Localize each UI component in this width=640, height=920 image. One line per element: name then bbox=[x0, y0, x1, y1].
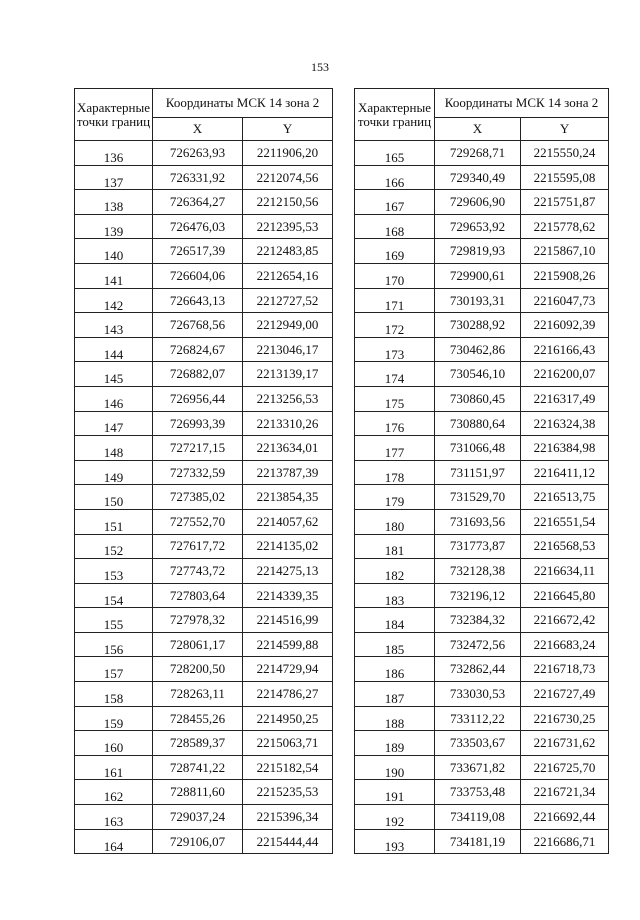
x-coordinate-cell: 730880,64 bbox=[435, 411, 521, 436]
point-number-cell: 137 bbox=[75, 165, 153, 190]
x-coordinate-cell: 726882,07 bbox=[153, 362, 243, 387]
table-row bbox=[75, 559, 333, 584]
point-number-cell: 193 bbox=[355, 829, 435, 854]
point-number-cell: 150 bbox=[75, 485, 153, 510]
y-coordinate-cell: 2212483,85 bbox=[243, 239, 333, 264]
point-number-cell: 178 bbox=[355, 460, 435, 485]
table-row bbox=[75, 165, 333, 190]
point-number-cell: 184 bbox=[355, 608, 435, 633]
point-number-cell: 177 bbox=[355, 436, 435, 461]
x-coordinate-cell: 730193,31 bbox=[435, 288, 521, 313]
page-number: 153 bbox=[311, 60, 329, 74]
x-coordinate-cell: 729900,61 bbox=[435, 263, 521, 288]
point-number-cell: 166 bbox=[355, 165, 435, 190]
table-row bbox=[355, 534, 609, 559]
table-row bbox=[75, 313, 333, 338]
table-row bbox=[355, 190, 609, 215]
x-coordinate-cell: 726643,13 bbox=[153, 288, 243, 313]
table-row bbox=[75, 583, 333, 608]
point-number-cell: 143 bbox=[75, 313, 153, 338]
y-coordinate-cell: 2215550,24 bbox=[521, 141, 609, 166]
table-row bbox=[75, 706, 333, 731]
y-coordinate-cell: 2214135,02 bbox=[243, 534, 333, 559]
x-coordinate-cell: 726768,56 bbox=[153, 313, 243, 338]
y-coordinate-cell: 2216727,49 bbox=[521, 682, 609, 707]
table-row bbox=[355, 509, 609, 534]
x-coordinate-cell: 730860,45 bbox=[435, 386, 521, 411]
point-number-cell: 140 bbox=[75, 239, 153, 264]
x-coordinate-cell: 728263,11 bbox=[153, 682, 243, 707]
table-row bbox=[355, 583, 609, 608]
table-row bbox=[75, 534, 333, 559]
x-coordinate-cell: 727217,15 bbox=[153, 436, 243, 461]
y-coordinate-cell: 2214339,35 bbox=[243, 583, 333, 608]
point-number-cell: 190 bbox=[355, 755, 435, 780]
x-coordinate-cell: 729653,92 bbox=[435, 214, 521, 239]
point-number-cell: 170 bbox=[355, 263, 435, 288]
y-coordinate-cell: 2213634,01 bbox=[243, 436, 333, 461]
table-row bbox=[355, 608, 609, 633]
x-coordinate-cell: 729268,71 bbox=[435, 141, 521, 166]
x-coordinate-cell: 728061,17 bbox=[153, 632, 243, 657]
y-coordinate-cell: 2212074,56 bbox=[243, 165, 333, 190]
table-row bbox=[355, 805, 609, 830]
y-header: Y bbox=[243, 118, 333, 141]
point-number-cell: 157 bbox=[75, 657, 153, 682]
table-row bbox=[355, 239, 609, 264]
x-coordinate-cell: 732384,32 bbox=[435, 608, 521, 633]
y-header: Y bbox=[521, 118, 609, 141]
y-coordinate-cell: 2213046,17 bbox=[243, 337, 333, 362]
x-coordinate-cell: 728811,60 bbox=[153, 780, 243, 805]
x-coordinate-cell: 728741,22 bbox=[153, 755, 243, 780]
table-row bbox=[355, 141, 609, 166]
point-number-cell: 180 bbox=[355, 509, 435, 534]
y-coordinate-cell: 2211906,20 bbox=[243, 141, 333, 166]
point-number-cell: 141 bbox=[75, 263, 153, 288]
point-number-cell: 163 bbox=[75, 805, 153, 830]
table-row bbox=[75, 214, 333, 239]
x-coordinate-cell: 726604,06 bbox=[153, 263, 243, 288]
point-number-cell: 186 bbox=[355, 657, 435, 682]
table-row bbox=[355, 632, 609, 657]
y-coordinate-cell: 2216721,34 bbox=[521, 780, 609, 805]
point-number-cell: 152 bbox=[75, 534, 153, 559]
table-row bbox=[355, 337, 609, 362]
point-number-cell: 156 bbox=[75, 632, 153, 657]
table-row bbox=[355, 559, 609, 584]
point-number-cell: 158 bbox=[75, 682, 153, 707]
y-coordinate-cell: 2214950,25 bbox=[243, 706, 333, 731]
x-header: X bbox=[435, 118, 521, 141]
x-coordinate-cell: 728455,26 bbox=[153, 706, 243, 731]
x-coordinate-cell: 733030,53 bbox=[435, 682, 521, 707]
x-coordinate-cell: 727617,72 bbox=[153, 534, 243, 559]
table-row bbox=[75, 731, 333, 756]
point-number-cell: 179 bbox=[355, 485, 435, 510]
y-coordinate-cell: 2216092,39 bbox=[521, 313, 609, 338]
point-number-cell: 160 bbox=[75, 731, 153, 756]
table-row bbox=[75, 386, 333, 411]
y-coordinate-cell: 2215444,44 bbox=[243, 829, 333, 854]
table-row bbox=[355, 485, 609, 510]
x-coordinate-cell: 729037,24 bbox=[153, 805, 243, 830]
point-number-cell: 172 bbox=[355, 313, 435, 338]
y-coordinate-cell: 2216672,42 bbox=[521, 608, 609, 633]
points-header-line1: Характерные bbox=[77, 99, 150, 115]
table-row bbox=[355, 313, 609, 338]
y-coordinate-cell: 2213787,39 bbox=[243, 460, 333, 485]
x-coordinate-cell: 727385,02 bbox=[153, 485, 243, 510]
table-row bbox=[355, 263, 609, 288]
x-coordinate-cell: 729340,49 bbox=[435, 165, 521, 190]
table-row bbox=[75, 682, 333, 707]
coords-header: Координаты МСК 14 зона 2 bbox=[435, 89, 609, 118]
y-coordinate-cell: 2215867,10 bbox=[521, 239, 609, 264]
point-number-cell: 187 bbox=[355, 682, 435, 707]
y-coordinate-cell: 2216324,38 bbox=[521, 411, 609, 436]
points-header bbox=[75, 89, 153, 141]
point-number-cell: 174 bbox=[355, 362, 435, 387]
y-coordinate-cell: 2214599,88 bbox=[243, 632, 333, 657]
y-coordinate-cell: 2216166,43 bbox=[521, 337, 609, 362]
table-row bbox=[355, 755, 609, 780]
point-number-cell: 167 bbox=[355, 190, 435, 215]
table-row bbox=[355, 706, 609, 731]
point-number-cell: 162 bbox=[75, 780, 153, 805]
table-row bbox=[355, 362, 609, 387]
table-row bbox=[75, 263, 333, 288]
y-coordinate-cell: 2212395,53 bbox=[243, 214, 333, 239]
point-number-cell: 182 bbox=[355, 559, 435, 584]
x-coordinate-cell: 731529,70 bbox=[435, 485, 521, 510]
point-number-cell: 148 bbox=[75, 436, 153, 461]
point-number-cell: 159 bbox=[75, 706, 153, 731]
point-number-cell: 173 bbox=[355, 337, 435, 362]
y-coordinate-cell: 2216731,62 bbox=[521, 731, 609, 756]
points-header-line1: Характерные bbox=[358, 99, 431, 115]
x-coordinate-cell: 727332,59 bbox=[153, 460, 243, 485]
x-coordinate-cell: 731066,48 bbox=[435, 436, 521, 461]
x-coordinate-cell: 734119,08 bbox=[435, 805, 521, 830]
x-coordinate-cell: 733503,67 bbox=[435, 731, 521, 756]
table-row bbox=[75, 239, 333, 264]
point-number-cell: 145 bbox=[75, 362, 153, 387]
y-coordinate-cell: 2216411,12 bbox=[521, 460, 609, 485]
table-row bbox=[355, 214, 609, 239]
x-coordinate-cell: 726517,39 bbox=[153, 239, 243, 264]
y-coordinate-cell: 2212949,00 bbox=[243, 313, 333, 338]
x-coordinate-cell: 732472,56 bbox=[435, 632, 521, 657]
y-coordinate-cell: 2215396,34 bbox=[243, 805, 333, 830]
y-coordinate-cell: 2216725,70 bbox=[521, 755, 609, 780]
point-number-cell: 164 bbox=[75, 829, 153, 854]
y-coordinate-cell: 2216200,07 bbox=[521, 362, 609, 387]
table-row bbox=[75, 141, 333, 166]
point-number-cell: 149 bbox=[75, 460, 153, 485]
point-number-cell: 168 bbox=[355, 214, 435, 239]
y-coordinate-cell: 2216384,98 bbox=[521, 436, 609, 461]
y-coordinate-cell: 2216513,75 bbox=[521, 485, 609, 510]
table-row bbox=[75, 337, 333, 362]
x-coordinate-cell: 726331,92 bbox=[153, 165, 243, 190]
table-row bbox=[75, 755, 333, 780]
point-number-cell: 191 bbox=[355, 780, 435, 805]
table-row bbox=[75, 362, 333, 387]
y-coordinate-cell: 2216683,24 bbox=[521, 632, 609, 657]
y-coordinate-cell: 2215908,26 bbox=[521, 263, 609, 288]
x-coordinate-cell: 732128,38 bbox=[435, 559, 521, 584]
point-number-cell: 169 bbox=[355, 239, 435, 264]
point-number-cell: 142 bbox=[75, 288, 153, 313]
points-header bbox=[355, 89, 435, 141]
table-body-right bbox=[355, 141, 609, 854]
x-coordinate-cell: 729606,90 bbox=[435, 190, 521, 215]
x-coordinate-cell: 733671,82 bbox=[435, 755, 521, 780]
point-number-cell: 189 bbox=[355, 731, 435, 756]
table-row bbox=[355, 386, 609, 411]
point-number-cell: 151 bbox=[75, 509, 153, 534]
table-row bbox=[355, 657, 609, 682]
table-body-left bbox=[75, 141, 333, 854]
x-coordinate-cell: 727552,70 bbox=[153, 509, 243, 534]
table-row bbox=[75, 190, 333, 215]
y-coordinate-cell: 2214057,62 bbox=[243, 509, 333, 534]
point-number-cell: 138 bbox=[75, 190, 153, 215]
table-row bbox=[355, 165, 609, 190]
x-coordinate-cell: 727803,64 bbox=[153, 583, 243, 608]
x-coordinate-cell: 727743,72 bbox=[153, 559, 243, 584]
x-coordinate-cell: 728200,50 bbox=[153, 657, 243, 682]
point-number-cell: 171 bbox=[355, 288, 435, 313]
x-coordinate-cell: 731151,97 bbox=[435, 460, 521, 485]
point-number-cell: 147 bbox=[75, 411, 153, 436]
x-coordinate-cell: 728589,37 bbox=[153, 731, 243, 756]
point-number-cell: 176 bbox=[355, 411, 435, 436]
table-row bbox=[75, 829, 333, 854]
table-row bbox=[75, 632, 333, 657]
points-header-line2: точки границ bbox=[357, 113, 432, 129]
point-number-cell: 161 bbox=[75, 755, 153, 780]
table-row bbox=[355, 682, 609, 707]
table-row bbox=[75, 288, 333, 313]
point-number-cell: 165 bbox=[355, 141, 435, 166]
y-coordinate-cell: 2213139,17 bbox=[243, 362, 333, 387]
table-row bbox=[75, 780, 333, 805]
table-row bbox=[75, 460, 333, 485]
x-coordinate-cell: 732862,44 bbox=[435, 657, 521, 682]
y-coordinate-cell: 2216718,73 bbox=[521, 657, 609, 682]
y-coordinate-cell: 2215182,54 bbox=[243, 755, 333, 780]
y-coordinate-cell: 2216568,53 bbox=[521, 534, 609, 559]
y-coordinate-cell: 2212654,16 bbox=[243, 263, 333, 288]
y-coordinate-cell: 2216047,73 bbox=[521, 288, 609, 313]
table-row bbox=[355, 288, 609, 313]
y-coordinate-cell: 2215751,87 bbox=[521, 190, 609, 215]
coordinates-table-left bbox=[74, 88, 333, 854]
y-coordinate-cell: 2212727,52 bbox=[243, 288, 333, 313]
point-number-cell: 183 bbox=[355, 583, 435, 608]
x-coordinate-cell: 730546,10 bbox=[435, 362, 521, 387]
y-coordinate-cell: 2215063,71 bbox=[243, 731, 333, 756]
x-coordinate-cell: 726956,44 bbox=[153, 386, 243, 411]
points-header-line2: точки границ bbox=[76, 113, 151, 129]
table-row bbox=[355, 731, 609, 756]
point-number-cell: 153 bbox=[75, 559, 153, 584]
point-number-cell: 139 bbox=[75, 214, 153, 239]
table-row bbox=[75, 608, 333, 633]
table-row bbox=[355, 780, 609, 805]
y-coordinate-cell: 2216317,49 bbox=[521, 386, 609, 411]
point-number-cell: 146 bbox=[75, 386, 153, 411]
x-coordinate-cell: 726263,93 bbox=[153, 141, 243, 166]
y-coordinate-cell: 2215778,62 bbox=[521, 214, 609, 239]
y-coordinate-cell: 2216692,44 bbox=[521, 805, 609, 830]
table-row bbox=[75, 436, 333, 461]
y-coordinate-cell: 2214275,13 bbox=[243, 559, 333, 584]
x-coordinate-cell: 729819,93 bbox=[435, 239, 521, 264]
y-coordinate-cell: 2216551,54 bbox=[521, 509, 609, 534]
y-coordinate-cell: 2216686,71 bbox=[521, 829, 609, 854]
point-number-cell: 136 bbox=[75, 141, 153, 166]
y-coordinate-cell: 2215235,53 bbox=[243, 780, 333, 805]
y-coordinate-cell: 2213854,35 bbox=[243, 485, 333, 510]
point-number-cell: 188 bbox=[355, 706, 435, 731]
x-coordinate-cell: 727978,32 bbox=[153, 608, 243, 633]
y-coordinate-cell: 2214786,27 bbox=[243, 682, 333, 707]
point-number-cell: 192 bbox=[355, 805, 435, 830]
x-coordinate-cell: 733753,48 bbox=[435, 780, 521, 805]
point-number-cell: 155 bbox=[75, 608, 153, 633]
point-number-cell: 185 bbox=[355, 632, 435, 657]
point-number-cell: 175 bbox=[355, 386, 435, 411]
point-number-cell: 154 bbox=[75, 583, 153, 608]
coordinates-table-right bbox=[354, 88, 609, 854]
x-coordinate-cell: 730288,92 bbox=[435, 313, 521, 338]
y-coordinate-cell: 2214516,99 bbox=[243, 608, 333, 633]
x-coordinate-cell: 726993,39 bbox=[153, 411, 243, 436]
y-coordinate-cell: 2212150,56 bbox=[243, 190, 333, 215]
table-row bbox=[355, 829, 609, 854]
y-coordinate-cell: 2213256,53 bbox=[243, 386, 333, 411]
x-coordinate-cell: 726824,67 bbox=[153, 337, 243, 362]
x-coordinate-cell: 731773,87 bbox=[435, 534, 521, 559]
y-coordinate-cell: 2216634,11 bbox=[521, 559, 609, 584]
table-row bbox=[75, 485, 333, 510]
x-coordinate-cell: 732196,12 bbox=[435, 583, 521, 608]
table-row bbox=[75, 509, 333, 534]
point-number-cell: 144 bbox=[75, 337, 153, 362]
table-row bbox=[355, 411, 609, 436]
point-number-cell: 181 bbox=[355, 534, 435, 559]
x-coordinate-cell: 730462,86 bbox=[435, 337, 521, 362]
x-coordinate-cell: 726476,03 bbox=[153, 214, 243, 239]
y-coordinate-cell: 2213310,26 bbox=[243, 411, 333, 436]
x-coordinate-cell: 733112,22 bbox=[435, 706, 521, 731]
x-header: X bbox=[153, 118, 243, 141]
y-coordinate-cell: 2216730,25 bbox=[521, 706, 609, 731]
x-coordinate-cell: 729106,07 bbox=[153, 829, 243, 854]
table-row bbox=[75, 411, 333, 436]
table-row bbox=[75, 805, 333, 830]
x-coordinate-cell: 731693,56 bbox=[435, 509, 521, 534]
y-coordinate-cell: 2215595,08 bbox=[521, 165, 609, 190]
x-coordinate-cell: 734181,19 bbox=[435, 829, 521, 854]
table-row bbox=[355, 460, 609, 485]
y-coordinate-cell: 2216645,80 bbox=[521, 583, 609, 608]
x-coordinate-cell: 726364,27 bbox=[153, 190, 243, 215]
table-row bbox=[75, 657, 333, 682]
y-coordinate-cell: 2214729,94 bbox=[243, 657, 333, 682]
table-row bbox=[355, 436, 609, 461]
coords-header: Координаты МСК 14 зона 2 bbox=[153, 89, 333, 118]
